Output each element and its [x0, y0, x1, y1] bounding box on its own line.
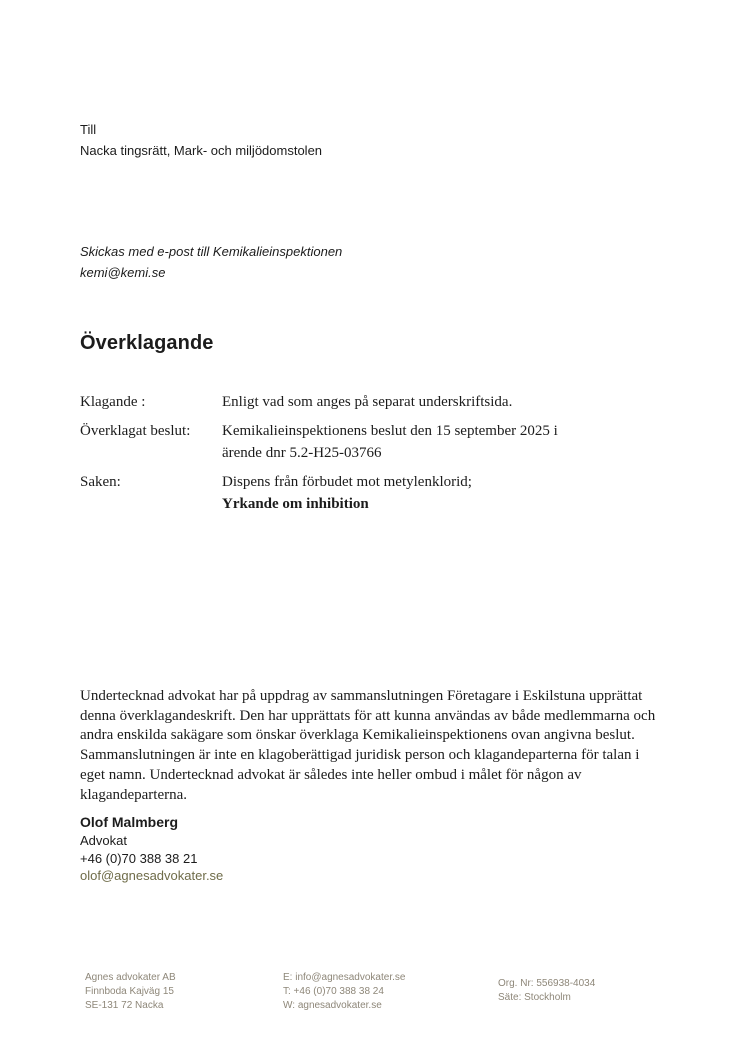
footer-registered-office: Säte: Stockholm: [498, 992, 571, 1004]
table-row: [80, 471, 665, 515]
footer-website: W: agnesadvokater.se: [283, 1000, 382, 1012]
recipient-salutation: Till: [80, 122, 97, 137]
delivery-note-block: [80, 241, 342, 283]
table-row: [80, 391, 665, 413]
signature-block: [80, 813, 223, 885]
delivery-note-email: kemi@kemi.se: [80, 265, 166, 280]
row-label-overklagat-beslut: Överklagat beslut:: [80, 423, 191, 439]
body-paragraph: Undertecknad advokat har på uppdrag av sammanslutningen Företagare i Eskilstuna upprättat denna överklagandeskrift. Den har upprättats för att kunna användas av både medlemmarna och andra enskilda sakägare som önskar överklaga Kemikalieinspektionens ovan angivna beslut. Sammanslutningen är inte en klagoberättigad juridisk person och klagandeparterna för talan i eget namn. Undertecknad advokat är således inte heller ombud i målet för någon av klagandeparterna.: [80, 688, 656, 803]
table-row: [80, 420, 665, 464]
footer-address-column: [85, 971, 176, 1014]
row-label-klagande: Klagande :: [80, 394, 146, 410]
footer-email: E: info@agnesadvokater.se: [283, 972, 406, 983]
footer-company-column: [498, 977, 595, 1005]
row-value-klagande: Enligt vad som anges på separat underskriftsida.: [222, 394, 513, 410]
recipient-court: Nacka tingsrätt, Mark- och miljödomstolen: [80, 143, 323, 158]
case-table: [80, 391, 665, 522]
row-label-saken: Saken:: [80, 474, 121, 490]
signer-email-link[interactable]: olof@agnesadvokater.se: [80, 868, 224, 883]
footer-street: Finnboda Kajväg 15: [85, 986, 174, 998]
signer-role: Advokat: [80, 833, 127, 848]
page-title: Överklagande: [80, 332, 214, 354]
row-value-saken: Dispens från förbudet mot metylenklorid; Yrkande om inhibition: [222, 471, 665, 515]
footer-city: SE-131 72 Nacka: [85, 1000, 164, 1012]
delivery-note-text: Skickas med e-post till Kemikalieinspektionen: [80, 244, 343, 259]
footer-phone: T: +46 (0)70 388 38 24: [283, 986, 384, 998]
row-value-overklagat-beslut: Kemikalieinspektionens beslut den 15 september 2025 i ärende dnr 5.2-H25-03766: [222, 423, 558, 461]
footer-company-name: Agnes advokater AB: [85, 972, 176, 983]
signer-name: Olof Malmberg: [80, 814, 179, 830]
footer-contact-column: [283, 971, 405, 1014]
recipient-block: [80, 119, 322, 161]
inhibition-claim: Yrkande om inhibition: [222, 496, 369, 512]
footer-org-number: Org. Nr: 556938-4034: [498, 978, 596, 989]
signer-phone: +46 (0)70 388 38 21: [80, 850, 198, 866]
